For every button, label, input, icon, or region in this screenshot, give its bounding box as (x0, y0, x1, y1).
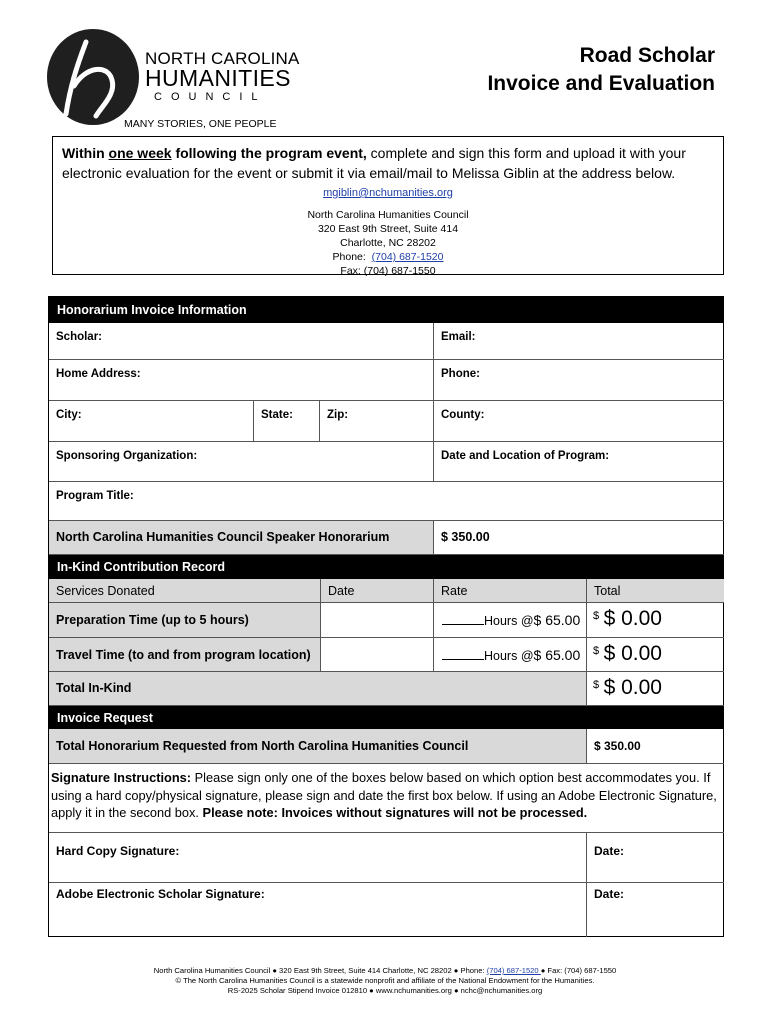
contact-city: Charlotte, NC 28202 (340, 237, 436, 249)
date-location-field[interactable] (434, 442, 724, 482)
page-footer (0, 966, 770, 996)
col-total-label: Total (594, 584, 621, 598)
footer-line1-pre: North Carolina Humanities Council ● 320 East 9th Street, Suite 414 Charlotte, NC 28202 ● Phone: (153, 966, 487, 975)
contact-address (53, 208, 723, 278)
sig-instr-note: Please note: Invoices without signatures will not be processed. (202, 805, 588, 820)
total-requested-value: $ 350.00 (594, 739, 641, 753)
inkind-row-travel (49, 638, 321, 672)
preparation-total-sign: $ (593, 610, 600, 622)
total-inkind-label: Total In-Kind (56, 681, 132, 695)
hard-copy-date-field[interactable] (587, 832, 724, 883)
sig-instr-heading: Signature Instructions: (51, 770, 192, 785)
zip-label: Zip: (327, 409, 349, 421)
preparation-date-field[interactable] (321, 603, 434, 638)
program-title-label: Program Title: (56, 490, 134, 502)
instr-bold-2: following the program event, (171, 145, 367, 161)
logo-org-line2: HUMANITIES (145, 65, 291, 91)
instr-bold-1: Within (62, 145, 109, 161)
travel-total-sign: $ (593, 645, 600, 657)
adobe-date-field[interactable] (587, 883, 724, 937)
adobe-date-label: Date: (594, 887, 625, 901)
travel-hours (442, 647, 580, 663)
footer-line-1 (0, 966, 770, 976)
preparation-rate: $ 65.00 (533, 612, 581, 628)
title-line-2: Invoice and Evaluation (487, 72, 715, 95)
travel-date-field[interactable] (321, 638, 434, 672)
logo-org-line3: COUNCIL (154, 91, 267, 103)
contact-phone-label: Phone: (332, 251, 366, 263)
contact-fax: Fax: (704) 687-1550 (340, 265, 436, 277)
phone-field[interactable] (434, 360, 724, 401)
sponsoring-org-field[interactable] (49, 442, 434, 482)
preparation-label: Preparation Time (up to 5 hours) (56, 613, 249, 627)
county-label: County: (441, 409, 485, 421)
preparation-total: $ 0.00 (603, 607, 662, 630)
signature-instructions (51, 769, 723, 822)
col-header-services (49, 579, 321, 603)
sponsoring-org-label: Sponsoring Organization: (56, 450, 198, 462)
footer-line-2: © The North Carolina Humanities Council is a statewide nonprofit and affiliate of the National Endowment for the Humanities. (175, 976, 595, 985)
contact-phone-line (53, 250, 723, 264)
contact-org: North Carolina Humanities Council (307, 209, 469, 221)
scholar-label: Scholar: (56, 331, 103, 343)
preparation-rate-cell (434, 603, 587, 638)
preparation-total-cell (587, 603, 724, 638)
footer-line-3: RS-2025 Scholar Stipend Invoice 012810 ● www.nchumanities.org ● nchc@nchumanities.org (227, 986, 543, 995)
honorarium-amount: $ 350.00 (441, 530, 490, 544)
total-inkind-cell (587, 672, 724, 706)
travel-rate-cell (434, 638, 587, 672)
adobe-signature-label: Adobe Electronic Scholar Signature: (56, 887, 265, 901)
col-header-total (587, 579, 724, 603)
home-address-field[interactable] (49, 360, 434, 401)
logo-tagline: MANY STORIES, ONE PEOPLE (124, 118, 277, 130)
email-label: Email: (441, 331, 476, 343)
sig-instr-text: Please sign only one of the boxes below based on which option best accommodates you. If using a hard copy/physical signature, please sign and date the first box below. If using an Adobe Electronic Signature, apply it in the second box. (51, 770, 717, 820)
col-header-date (321, 579, 434, 603)
total-inkind-row (49, 672, 587, 706)
travel-rate: $ 65.00 (533, 647, 581, 663)
logo-org-line1: NORTH CAROLINA (145, 49, 300, 68)
section-header-request: Invoice Request (49, 706, 723, 729)
total-requested-row (49, 729, 587, 764)
col-header-rate (434, 579, 587, 603)
scholar-field[interactable] (49, 323, 434, 360)
preparation-hours (442, 612, 580, 628)
document-title (487, 42, 715, 98)
invoice-form (48, 296, 724, 937)
section-header-inkind: In-Kind Contribution Record (49, 555, 723, 579)
preparation-hours-text: Hours @ (484, 614, 534, 628)
footer-phone-link[interactable]: (704) 687-1520 (486, 966, 541, 975)
contact-phone-link[interactable]: (704) 687-1520 (371, 251, 444, 263)
travel-hours-text: Hours @ (484, 649, 534, 663)
title-line-1: Road Scholar (579, 44, 715, 67)
contact-box (52, 136, 724, 275)
city-field[interactable] (49, 401, 254, 442)
adobe-signature-field[interactable] (49, 883, 587, 937)
date-location-label: Date and Location of Program: (441, 450, 610, 462)
contact-street: 320 East 9th Street, Suite 414 (317, 223, 459, 235)
section-header-invoice: Honorarium Invoice Information (49, 297, 723, 323)
col-date-label: Date (328, 584, 355, 598)
instr-rest: complete and sign this form and upload it with your electronic evaluation for the event or submit it via email/mail to Melissa Giblin at the address below. (62, 145, 686, 181)
submission-instructions (62, 143, 717, 183)
travel-total: $ 0.00 (603, 642, 662, 665)
nc-humanities-logo (42, 26, 300, 134)
honorarium-label: North Carolina Humanities Council Speaker Honorarium (56, 530, 390, 544)
county-field[interactable] (434, 401, 724, 442)
total-requested-label: Total Honorarium Requested from North Carolina Humanities Council (56, 739, 469, 753)
instr-one-week: one week (108, 145, 172, 161)
honorarium-amount-cell (434, 521, 724, 555)
state-label: State: (261, 409, 293, 421)
hard-copy-signature-field[interactable] (49, 832, 587, 883)
home-address-label: Home Address: (56, 368, 141, 380)
col-services-label: Services Donated (56, 584, 155, 598)
phone-label: Phone: (441, 368, 480, 380)
nc-humanities-logo-icon (46, 28, 140, 126)
travel-label: Travel Time (to and from program location) (56, 648, 311, 662)
col-rate-label: Rate (441, 584, 468, 598)
hard-copy-date-label: Date: (594, 844, 625, 858)
contact-email-link[interactable]: mgiblin@nchumanities.org (323, 187, 453, 199)
inkind-row-preparation (49, 603, 321, 638)
travel-total-cell (587, 638, 724, 672)
city-label: City: (56, 409, 82, 421)
total-inkind-sign: $ (593, 679, 600, 691)
footer-line1-post: ● Fax: (704) 687-1550 (540, 966, 617, 975)
email-field[interactable] (434, 323, 724, 360)
preparation-hours-input[interactable] (442, 613, 484, 625)
travel-hours-input[interactable] (442, 648, 484, 660)
total-requested-cell (587, 729, 724, 764)
honorarium-row (49, 521, 434, 555)
program-title-field[interactable] (49, 482, 724, 521)
state-field[interactable] (254, 401, 320, 442)
total-inkind-value: $ 0.00 (603, 676, 662, 699)
zip-field[interactable] (320, 401, 434, 442)
hard-copy-signature-label: Hard Copy Signature: (56, 844, 180, 858)
